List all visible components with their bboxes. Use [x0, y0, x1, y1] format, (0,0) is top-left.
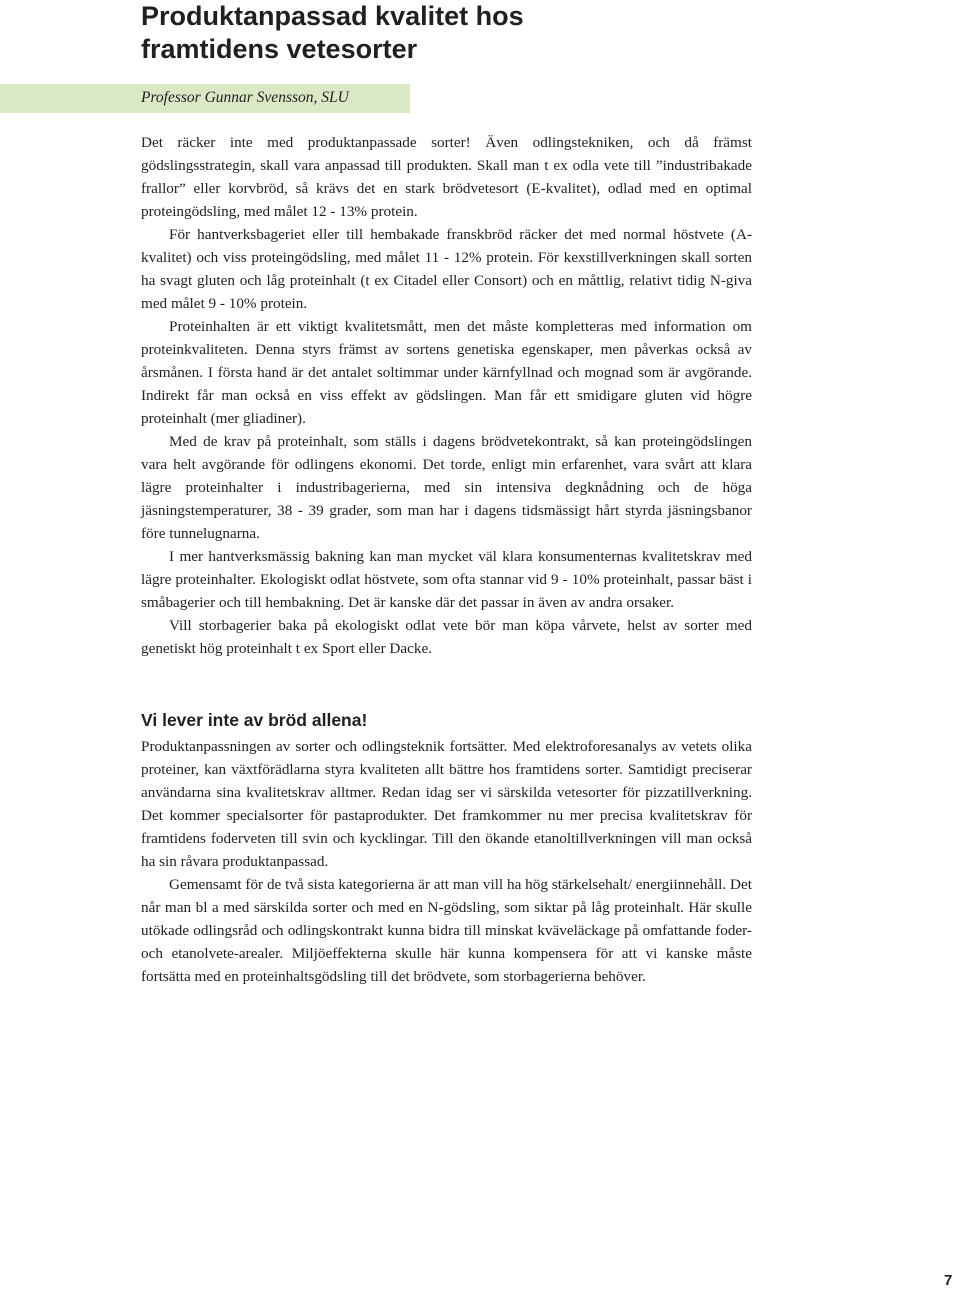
paragraph: Vill storbagerier baka på ekologiskt odlat vete bör man köpa vårvete, helst av sorter med genetiskt hög proteinhalt t ex Sport eller Dacke.: [141, 617, 752, 657]
article-title: [141, 0, 781, 66]
paragraph: Produktanpassningen av sorter och odlingsteknik fortsätter. Med elektroforesanalys av vetets olika proteiner, kan växtförädlarna styra kvaliteten allt bättre hos framtidens sorter. Samtidigt preciserar användarna sina kvalitetskrav alltmer. Redan idag ser vi särskilda vetesorter för pizzatillverkning. Det kommer specialsorter för pastaprodukter. Det framkommer nu mer precisa kvalitetskrav för framtidens foderveten till svin och kycklingar. Till den ökande etanoltillverkningen vill man också ha sin råvara produktanpassad.: [141, 738, 752, 870]
page-number: 7: [944, 1272, 953, 1289]
paragraph: För hantverksbageriet eller till hembakade franskbröd räcker det med normal höstvete (A-kvalitet) och viss proteingödsling, med målet 11 - 12% protein. För kexstillverkningen skall sorten ha svagt gluten och låg proteinhalt (t ex Citadel eller Consort) och en måttlig, relativt tidig N-giva med målet 9 - 10% protein.: [141, 226, 752, 312]
section-heading: Vi lever inte av bröd allena!: [141, 710, 368, 730]
paragraph: I mer hantverksmässig bakning kan man mycket väl klara konsumenternas kvalitetskrav med lägre proteinhalter. Ekologiskt odlat höstvete, som ofta stannar vid 9 - 10% proteinhalt, passar bäst i småbagerier och till hembakning. Det är kanske där det passar in även av andra orsaker.: [141, 548, 752, 611]
article-title-line-1: Produktanpassad kvalitet hos: [141, 1, 524, 31]
intro-body: [141, 131, 752, 660]
section-body: [141, 735, 752, 988]
article-title-line-2: framtidens vetesorter: [141, 34, 418, 64]
paragraph: Gemensamt för de två sista kategorierna är att man vill ha hög stärkelsehalt/ energiinnehåll. Det når man bl a med särskilda sorter och med en N-gödsling, som siktar på låg proteinhalt. Här skulle utökade odlingsråd och odlingskontrakt kunna bidra till minskat kväveläckage på omfattande foder- och etanolvete-arealer. Miljöeffekterna skulle här kunna kompensera för att vi kanske måste fortsätta med en proteinhaltsgödsling till det brödvete, som storbagerierna behöver.: [141, 876, 752, 985]
paragraph: Proteinhalten är ett viktigt kvalitetsmått, men det måste kompletteras med information om proteinkvaliteten. Denna styrs främst av sortens genetiska egenskaper, men påverkas också av årsmånen. I första hand är det antalet soltimmar under kärnfyllnad och mognad som är avgörande. Indirekt får man också en viss effekt av gödslingen. Man får ett smidigare gluten vid högre proteinhalt (mer gliadiner).: [141, 318, 752, 427]
paragraph: Med de krav på proteinhalt, som ställs i dagens brödvetekontrakt, så kan proteingödslingen vara helt avgörande för odlingens ekonomi. Det torde, enligt min erfarenhet, vara svårt att klara lägre proteinhalter i industribagerierna, med sin intensiva degknådning och de höga jäsningstemperaturer, 38 - 39 grader, som man har i dagens tidsmässigt hårt styrda jäsningsbanor före tunnelugnarna.: [141, 433, 752, 542]
author-band: [0, 84, 410, 113]
paragraph: Det räcker inte med produktanpassade sorter! Även odlingstekniken, och då främst gödslingsstrategin, skall vara anpassad till produkten. Skall man t ex odla vete till ”industribakade frallor” eller korvbröd, så krävs det en stark brödvetesort (E-kvalitet), odlad med en optimal proteingödsling, med målet 12 - 13% protein.: [141, 134, 752, 220]
author-byline: Professor Gunnar Svensson, SLU: [141, 89, 349, 106]
